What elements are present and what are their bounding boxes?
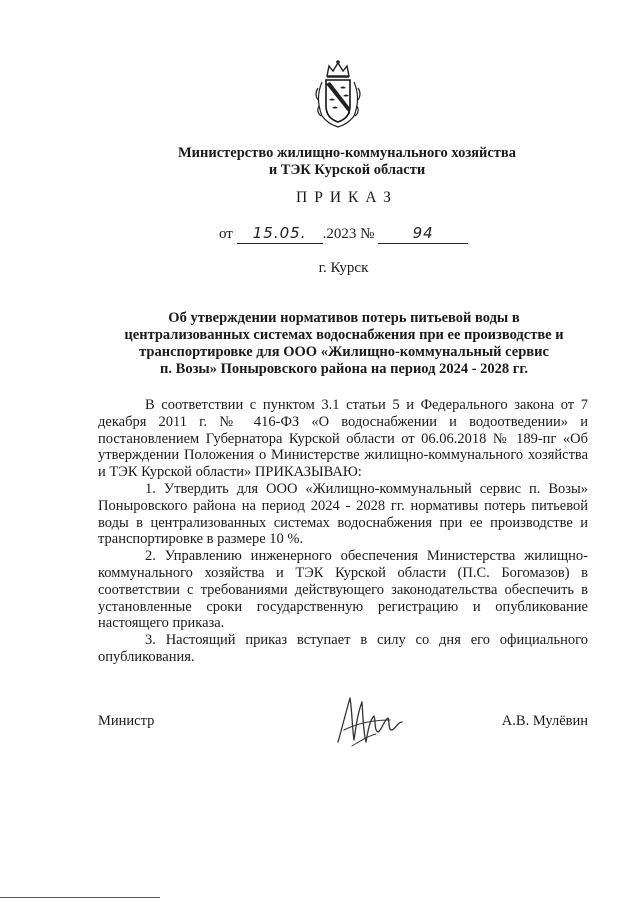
handwritten-signature-icon xyxy=(332,690,410,750)
document-body xyxy=(98,397,588,666)
date-prefix: от xyxy=(219,226,233,242)
document-type: ПРИКАЗ xyxy=(296,189,398,206)
ministry-name-line1: Министерство жилищно-коммунального хозяйства xyxy=(178,145,516,161)
date-number-line xyxy=(219,224,468,244)
coat-of-arms-icon xyxy=(313,58,363,130)
title-line: Об утверждении нормативов потерь питьевой воды в xyxy=(168,310,520,326)
order-item-3: 3. Настоящий приказ вступает в силу со дня его официального опубликования. xyxy=(98,632,588,665)
date-field xyxy=(237,224,323,244)
title-line: п. Возы» Поныровского района на период 2024 - 2028 гг. xyxy=(160,361,528,377)
title-line: централизованных системах водоснабжения при ее производстве и xyxy=(124,327,564,343)
year-number-label: .2023 № xyxy=(322,226,375,242)
document-title xyxy=(100,310,588,378)
handwritten-date: 15.05. xyxy=(252,224,307,242)
order-item-1: 1. Утвердить для ООО «Жилищно-коммунальный сервис п. Возы» Поныровского района на период 2024 - 2028 гг. нормативы потерь питьевой воды в централизованных системах водоснабжения при ее производстве и транспортировке в размере 10 %. xyxy=(98,480,588,548)
number-field xyxy=(378,224,468,244)
city: г. Курск xyxy=(318,260,369,276)
footer-rule xyxy=(0,897,160,898)
title-line: транспортировке для ООО «Жилищно-коммунальный сервис xyxy=(139,344,549,360)
ministry-name-line2: и ТЭК Курской области xyxy=(268,162,426,178)
signatory-name: А.В. Мулёвин xyxy=(501,713,588,729)
preamble-paragraph: В соответствии с пунктом 3.1 статьи 5 и Федерального закона от 7 декабря 2011 г. № 416-ФЗ «О водоснабжении и водоотведении» и постановлением Губернатора Курской области от 06.06.2018 № 189-пг «Об утверждении Положения о Министерстве жилищно-коммунального хозяйства и ТЭК Курской области» ПРИКАЗЫВАЮ: xyxy=(98,397,588,481)
signatory-title: Министр xyxy=(98,713,155,729)
order-item-2: 2. Управлению инженерного обеспечения Министерства жилищно-коммунального хозяйства и ТЭК Курской области (П.С. Богомазов) в соответствии с требованиями действующего законодательства обеспечить в установленные сроки государственную регистрацию и опубликование настоящего приказа. xyxy=(98,548,588,632)
handwritten-number: 94 xyxy=(412,224,434,242)
